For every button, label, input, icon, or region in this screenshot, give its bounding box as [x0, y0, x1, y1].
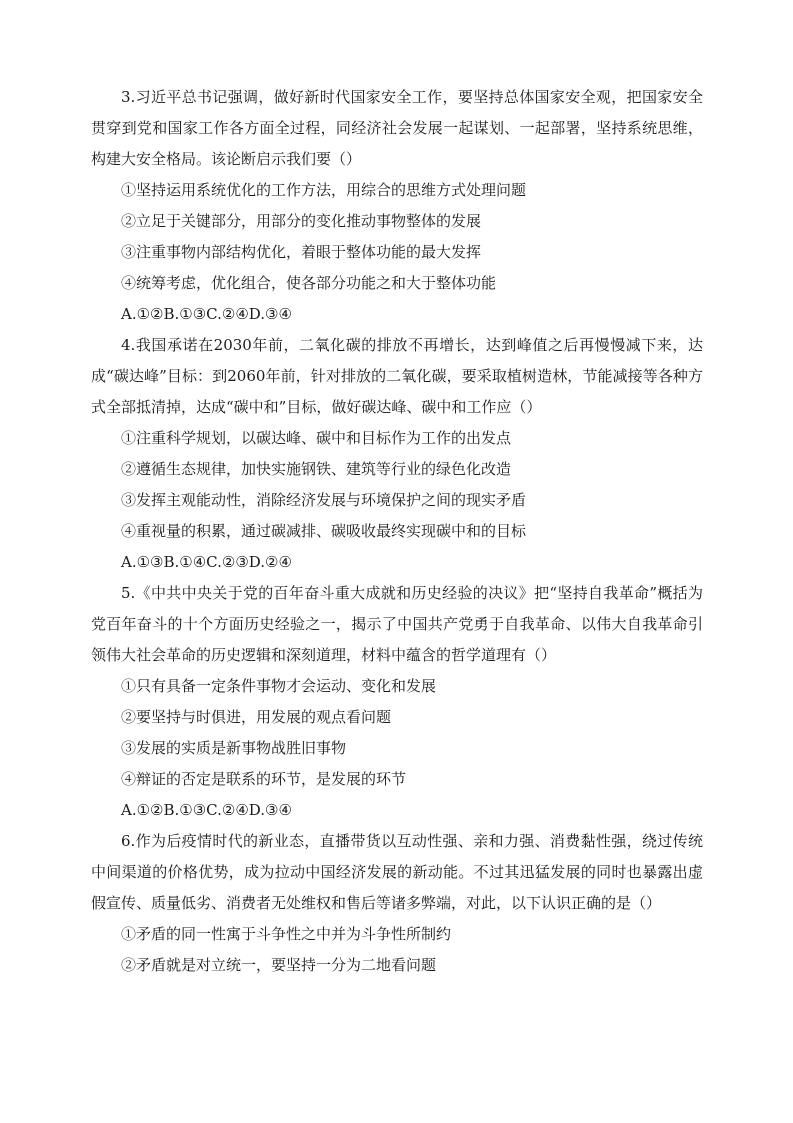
option-2: ②要坚持与时俱进，用发展的观点看问题 — [121, 708, 392, 726]
option-3: ③发展的实质是新事物战胜旧事物 — [121, 739, 347, 757]
option-4: ④辩证的否定是联系的环节，是发展的环节 — [121, 770, 407, 788]
question-stem: 5.《中共中央关于党的百年奋斗重大成就和历史经验的决议》把“坚持自我革命”概括为党百年奋斗的十个方面历史经验之一，揭示了中国共产党勇于自我革命、以伟大自我革命引领伟大社会革命的历史逻辑和深刻道理，材料中蕴含的哲学道理有（） — [91, 584, 703, 664]
question-list — [91, 82, 703, 981]
question-3 — [91, 82, 703, 330]
question-stem: 3.习近平总书记强调，做好新时代国家安全工作，要坚持总体国家安全观，把国家安全贯穿到党和国家工作各方面全过程，同经济社会发展一起谋划、一起部署，坚持系统思维，构建大安全格局。该论断启示我们要（） — [91, 88, 703, 168]
option-2: ②立足于关键部分，用部分的变化推动事物整体的发展 — [121, 212, 482, 230]
option-1: ①坚持运用系统优化的工作方法，用综合的思维方式处理问题 — [121, 181, 527, 199]
option-1: ①只有具备一定条件事物才会运动、变化和发展 — [121, 677, 437, 695]
answer-choices: A.①②B.①③C.②④D.③④ — [121, 305, 292, 323]
answer-choices: A.①③B.①④C.②③D.②④ — [121, 553, 292, 571]
answer-choices: A.①②B.①③C.②④D.③④ — [121, 801, 292, 819]
question-stem: 4.我国承诺在2030年前，二氧化碳的排放不再增长，达到峰值之后再慢慢减下来，达成“碳达峰”目标：到2060年前，针对排放的二氧化碳，要采取植树造林，节能减接等各种方式全部抵清掉，达成“碳中和”目标，做好碳达峰、碳中和工作应（） — [91, 336, 703, 416]
question-4 — [91, 330, 703, 578]
option-1: ①矛盾的同一性寓于斗争性之中并为斗争性所制约 — [121, 925, 452, 943]
option-4: ④重视量的积累，通过碳减排、碳吸收最终实现碳中和的目标 — [121, 522, 527, 540]
option-3: ③注重事物内部结构优化，着眼于整体功能的最大发挥 — [121, 243, 482, 261]
question-6 — [91, 826, 703, 981]
question-5 — [91, 578, 703, 826]
option-4: ④统筹考虑，优化组合，使各部分功能之和大于整体功能 — [121, 274, 497, 292]
option-2: ②矛盾就是对立统一，要坚持一分为二地看问题 — [121, 956, 437, 974]
option-3: ③发挥主观能动性，消除经济发展与环境保护之间的现实矛盾 — [121, 491, 527, 509]
question-stem: 6.作为后疫情时代的新业态，直播带货以互动性强、亲和力强、消费黏性强，绕过传统中间渠道的价格优势，成为拉动中国经济发展的新动能。不过其迅猛发展的同时也暴露出虚假宣传、质量低劣、消费者无处维权和售后等诸多弊端，对此，以下认识正确的是（） — [91, 832, 703, 912]
option-2: ②遵循生态规律，加快实施钢铁、建筑等行业的绿色化改造 — [121, 460, 512, 478]
option-1: ①注重科学规划，以碳达峰、碳中和目标作为工作的出发点 — [121, 429, 512, 447]
